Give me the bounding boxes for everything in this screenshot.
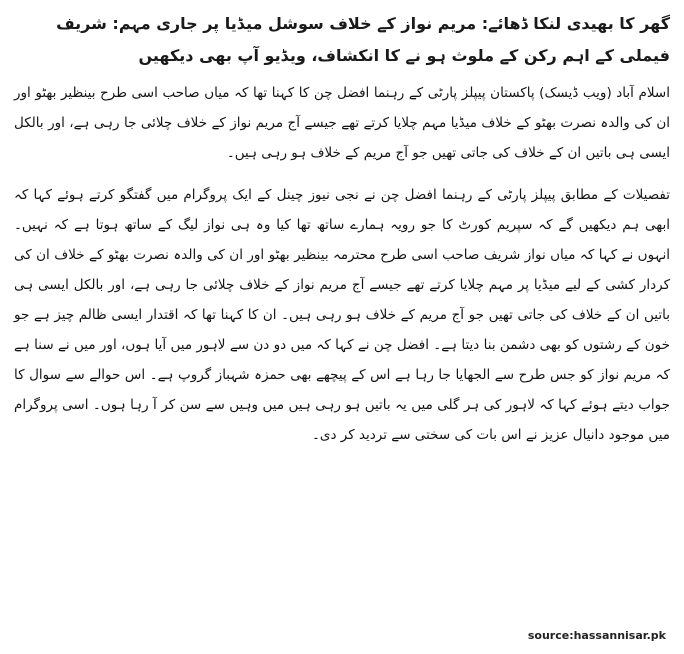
article — [14, 8, 670, 462]
article-headline: گھر کا بھیدی لنکا ڈھائے: مریم نواز کے خلاف سوشل میڈیا پر جاری مہم: شریف فیملی کے اہم رکن کے ملوث ہو نے کا انکشاف، ویڈیو آپ بھی دیکھیں — [56, 14, 670, 65]
article-paragraph-2: تفصیلات کے مطابق پیپلز پارٹی کے رہنما افضل چن نے نجی نیوز چینل کے ایک پروگرام میں گفتگو کرتے ہوئے کہا کہ ابھی ہم دیکھیں گے کہ سپریم کورٹ کا جو رویہ ہمارے ساتھ تھا کیا وہ ہی نواز لیگ کے ساتھ ہوتا ہے کہ نہیں۔ انہوں نے کہا کہ میاں نواز شریف صاحب اسی طرح محترمہ بینظیر بھٹو اور ان کی والدہ نصرت بھٹو کے خلاف ان کی کردار کشی کے لیے میڈیا پر مہم چلایا کرتے تھے جیسے آج مریم نواز کے خلاف چلائی جا رہی ہے، اور بالکل ایسی ہی باتیں ان کے خلاف کی جاتی تھیں جو آج مریم کے خلاف ہو رہی ہیں۔ ان کا کہنا تھا کہ اقتدار ایسی ظالم چیز ہے جو خون کے رشتوں کو بھی دشمن بنا دیتا ہے۔ افضل چن نے کہا کہ میں دو دن سے لاہور میں آیا ہوں، اور میں نے سنا ہے کہ مریم نواز کو جس طرح سے الجھایا جا رہا ہے اس کے پیچھے بھی حمزہ شہباز گروپ ہے۔ اس حوالے سے سوال کا جواب دیتے ہوئے کہا کہ لاہور کی ہر گلی میں یہ باتیں ہو رہی ہیں میں وہیں سے سن کر آ رہا ہوں۔ اسی پروگرام میں موجود دانیال عزیز نے اس بات کی سختی سے تردید کر دی۔ — [14, 187, 670, 443]
source-credit: source:hassannisar.pk — [527, 629, 666, 642]
article-paragraph-1: اسلام آباد (ویب ڈیسک) پاکستان پیپلز پارٹی کے رہنما افضل چن کا کہنا تھا کہ میاں صاحب اسی طرح بینظیر بھٹو اور ان کی والدہ نصرت بھٹو کے خلاف میڈیا مہم چلایا کرتے تھے جیسے آج مریم نواز کے خلاف چلائی جا رہی ہے، اور بالکل ایسی ہی باتیں ان کے خلاف کی جاتی تھیں جو آج مریم کے خلاف ہو رہی ہیں۔ — [14, 85, 670, 161]
